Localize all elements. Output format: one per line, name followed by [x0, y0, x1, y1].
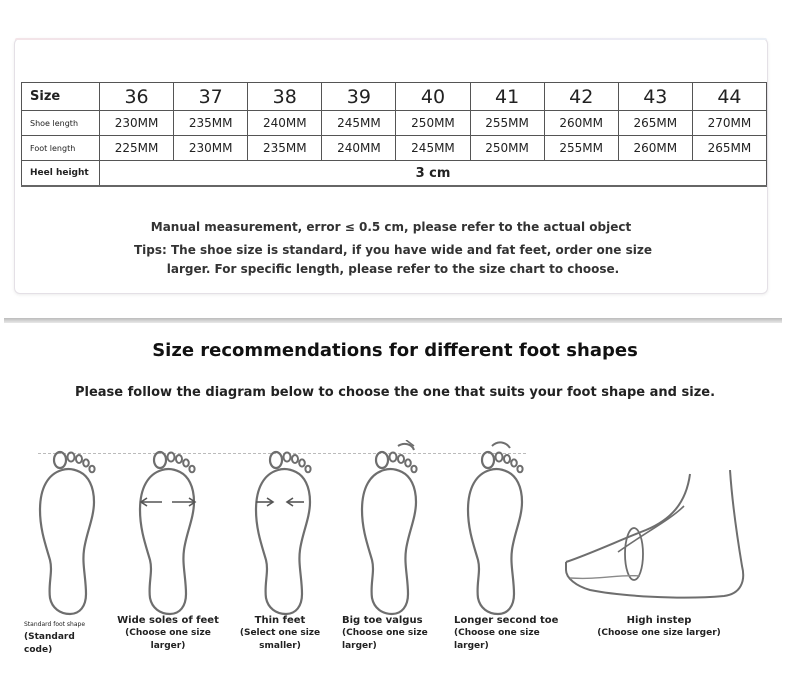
size-table [21, 82, 767, 187]
foot-length-cell: 245MM [396, 136, 470, 161]
shoe-length-row [22, 111, 767, 136]
instep-caption-sub: (Choose one size larger) [597, 628, 721, 638]
foot-shapes-subheading: Please follow the diagram below to choose the one that suits your foot shape and size. [74, 385, 716, 400]
thin-foot-diagram [246, 448, 318, 620]
valgus-caption-title: Big toe valgus [342, 615, 423, 626]
size-row [22, 83, 767, 111]
foot-length-row [22, 136, 767, 161]
high-instep-foot-diagram [560, 470, 750, 610]
second-toe-caption-title: Longer second toe [454, 615, 559, 626]
size-cell: 42 [544, 83, 618, 111]
foot-length-cell: 235MM [248, 136, 322, 161]
instep-caption-title: High instep [626, 615, 692, 626]
size-cell: 41 [470, 83, 544, 111]
shoe-length-cell: 260MM [544, 111, 618, 136]
size-tips: Tips: The shoe size is standard, if you have wide and fat feet, order one size larger. For specific length, please refer to the size chart to choose. [133, 243, 652, 276]
foot-length-cell: 225MM [100, 136, 174, 161]
section-divider [4, 318, 782, 323]
width-arrows-icon [141, 498, 195, 506]
shoe-length-cell: 265MM [618, 111, 692, 136]
standard-caption-small: Standard foot shape [24, 621, 86, 628]
heel-height-row [22, 161, 767, 187]
narrow-arrows-icon [256, 498, 304, 506]
size-label: Size [22, 83, 100, 111]
wide-caption [112, 614, 224, 653]
second-toe-caption-sub: (Choose one size larger) [454, 628, 540, 651]
shoe-length-cell: 255MM [470, 111, 544, 136]
thin-caption-title: Thin feet [254, 615, 306, 626]
wide-caption-title: Wide soles of feet [117, 615, 219, 626]
size-cell: 40 [396, 83, 470, 111]
size-cell: 38 [248, 83, 322, 111]
heel-height-label: Heel height [22, 161, 100, 187]
valgus-foot-diagram [352, 440, 428, 620]
wide-foot-diagram [130, 448, 205, 620]
size-cell: 39 [322, 83, 396, 111]
shoe-length-cell: 235MM [174, 111, 248, 136]
thin-caption-sub: (Select one size smaller) [239, 628, 321, 651]
shoe-length-cell: 250MM [396, 111, 470, 136]
measurement-note: Manual measurement, error ≤ 0.5 cm, please refer to the actual object [150, 220, 632, 234]
shoe-length-cell: 230MM [100, 111, 174, 136]
heel-height-value: 3 cm [100, 161, 767, 187]
instep-caption [584, 614, 734, 640]
shoe-length-cell: 240MM [248, 111, 322, 136]
valgus-caption-sub: (Choose one size larger) [342, 628, 428, 651]
size-cell: 44 [692, 83, 766, 111]
foot-shapes-heading: Size recommendations for different foot shapes [152, 340, 638, 361]
foot-length-cell: 255MM [544, 136, 618, 161]
second-toe-foot-diagram [458, 440, 534, 620]
size-chart-card [14, 38, 768, 294]
foot-length-cell: 230MM [174, 136, 248, 161]
second-toe-caption [454, 614, 570, 653]
foot-length-label: Foot length [22, 136, 100, 161]
standard-caption-sub: (Standard code) [24, 632, 75, 655]
size-cell: 36 [100, 83, 174, 111]
foot-length-cell: 260MM [618, 136, 692, 161]
shoe-length-label: Shoe length [22, 111, 100, 136]
size-cell: 37 [174, 83, 248, 111]
standard-caption [24, 618, 92, 657]
valgus-caption [342, 614, 442, 653]
shoe-length-cell: 245MM [322, 111, 396, 136]
foot-length-cell: 250MM [470, 136, 544, 161]
standard-foot-diagram [30, 448, 100, 620]
foot-length-cell: 265MM [692, 136, 766, 161]
wide-caption-sub: (Choose one size larger) [125, 628, 211, 651]
shoe-length-cell: 270MM [692, 111, 766, 136]
size-cell: 43 [618, 83, 692, 111]
foot-length-cell: 240MM [322, 136, 396, 161]
thin-caption [228, 614, 332, 653]
